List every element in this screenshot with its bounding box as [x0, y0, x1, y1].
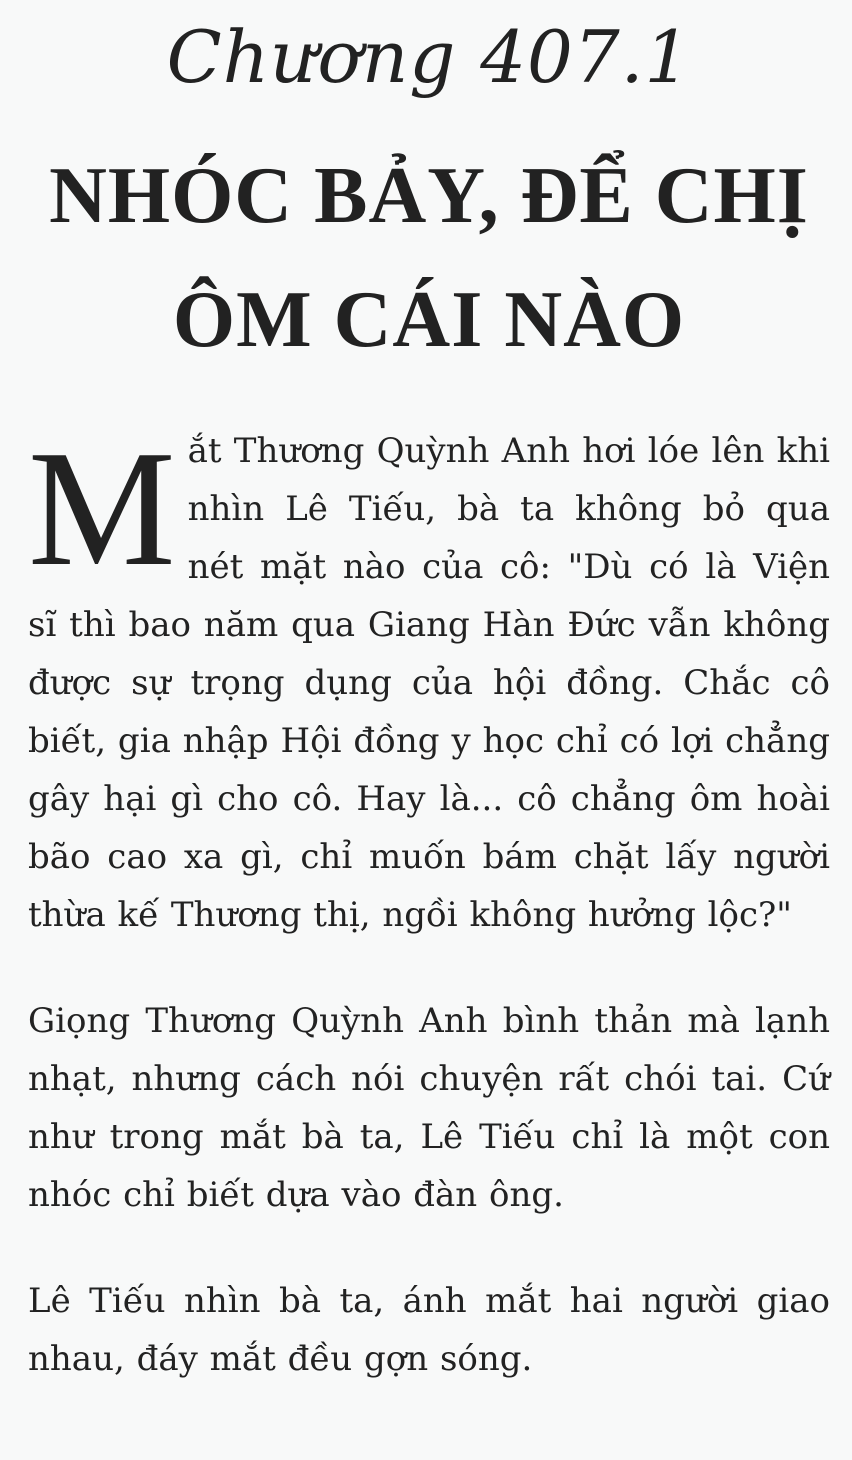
drop-cap: M	[28, 416, 176, 600]
chapter-title: NHÓC BẢY, ĐỂ CHỊ ÔM CÁI NÀO	[49, 152, 809, 364]
paragraph-2: Giọng Thương Quỳnh Anh bình thản mà lạnh nhạt, nhưng cách nói chuyện rất chói tai. Cứ như trong mắt bà ta, Lê Tiếu chỉ là một con nhóc chỉ biết dựa vào đàn ông.	[28, 1001, 830, 1215]
chapter-number: Chương 407.1	[166, 15, 692, 99]
paragraph-1-text: ắt Thương Quỳnh Anh hơi lóe lên khi nhìn Lê Tiếu, bà ta không bỏ qua nét mặt nào của cô: "Dù có là Viện sĩ thì bao năm qua Giang Hàn Đức vẫn không được sự trọng dụng của hội đồng. Chắc cô biết, gia nhập Hội đồng y học chỉ có lợi chẳng gây hại gì cho cô. Hay là... cô chẳng ôm hoài bão cao xa gì, chỉ muốn bám chặt lấy người thừa kế Thương thị, ngồi không hưởng lộc?"	[28, 431, 830, 935]
paragraph-3: Lê Tiếu nhìn bà ta, ánh mắt hai người giao nhau, đáy mắt đều gợn sóng.	[28, 1281, 830, 1379]
paragraph-1	[28, 416, 830, 944]
chapter-body	[28, 416, 830, 1388]
